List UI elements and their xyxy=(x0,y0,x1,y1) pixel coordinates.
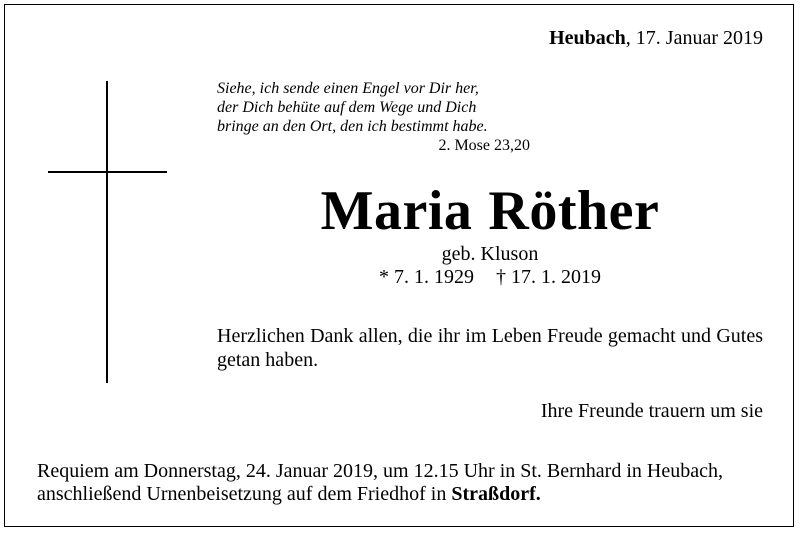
verse-line: bringe an den Ort, den ich bestimmt habe. xyxy=(217,118,488,135)
thanks-text: Herzlichen Dank allen, die ihr im Leben Freude gemacht und Gutes getan haben. xyxy=(217,325,763,371)
burial-place: Straßdorf. xyxy=(451,483,541,505)
service-info xyxy=(37,460,777,506)
verse-line: der Dich behüte auf dem Wege und Dich xyxy=(217,99,477,116)
service-line-1: Requiem am Donnerstag, 24. Januar 2019, um 12.15 Uhr in St. Bernhard in Heubach, xyxy=(37,460,723,482)
maiden-name: geb. Kluson xyxy=(441,243,539,265)
place-name: Heubach xyxy=(549,27,626,49)
notice-date: , 17. Januar 2019 xyxy=(625,27,763,49)
cross-horizontal-bar xyxy=(48,171,167,173)
first-name: Maria xyxy=(320,180,473,242)
deceased-name xyxy=(250,181,730,241)
verse-source: 2. Mose 23,20 xyxy=(438,137,530,154)
bible-verse xyxy=(217,79,537,155)
verse-line: Siehe, ich sende einen Engel vor Dir her, xyxy=(217,80,479,97)
life-dates xyxy=(300,266,680,289)
birth-date: * 7. 1. 1929 xyxy=(379,266,474,288)
service-line-2-text: anschließend Urnenbeisetzung auf dem Friedhof in xyxy=(37,483,452,505)
death-date: † 17. 1. 2019 xyxy=(496,266,601,288)
place-date xyxy=(549,27,763,50)
service-line-2 xyxy=(37,483,777,506)
cross-vertical-bar xyxy=(106,81,108,383)
last-name: Röther xyxy=(488,180,660,242)
mourners-line: Ihre Freunde trauern um sie xyxy=(540,400,763,422)
